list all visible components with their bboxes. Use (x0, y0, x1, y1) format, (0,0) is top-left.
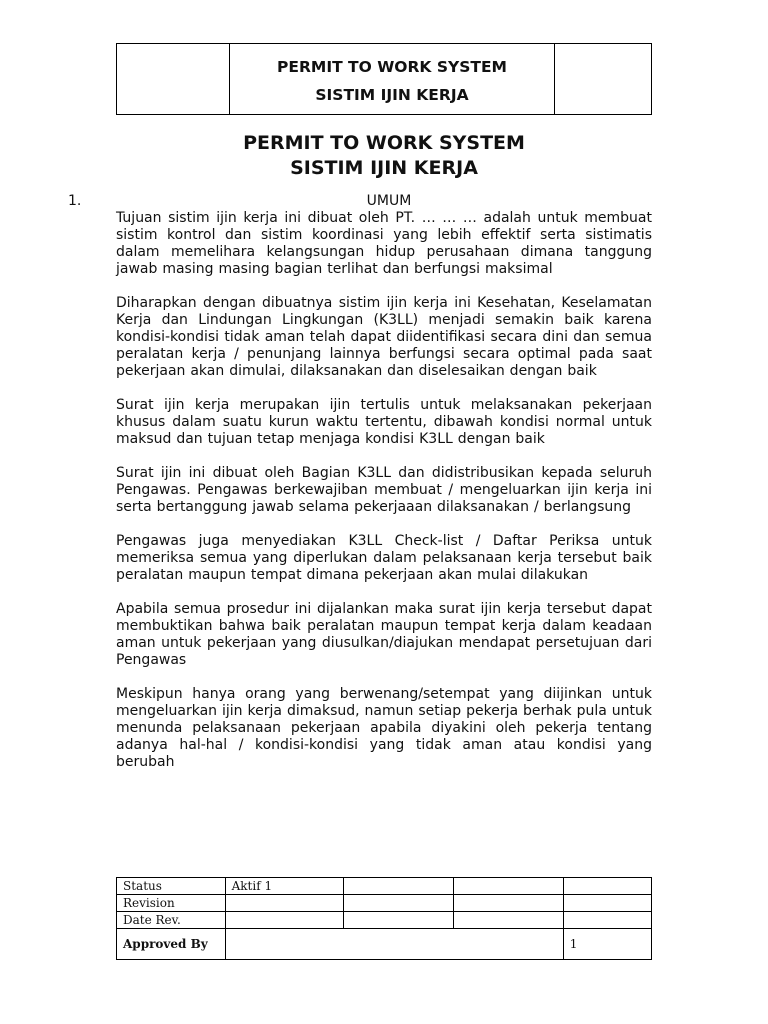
document-control-table (116, 877, 652, 960)
header-title-line1: PERMIT TO WORK SYSTEM (277, 58, 507, 76)
header-title-cell (230, 44, 555, 115)
paragraph: Surat ijin ini dibuat oleh Bagian K3LL dan didistribusikan kepada seluruh Pengawas. Pengawas berkewajiban membuat / mengeluarkan ijin kerja ini serta bertanggung jawab selama pekerjaaan dilaksanakan / berlangsung (116, 465, 652, 515)
document-title-line1: PERMIT TO WORK SYSTEM (243, 132, 525, 154)
paragraph: Pengawas juga menyediakan K3LL Check-list / Daftar Periksa untuk memeriksa semua yang diperlukan dalam pelaksanaan kerja tersebut baik peralatan maupun tempat dimana pekerjaan akan mulai dilakukan (116, 533, 652, 583)
empty-cell (453, 878, 563, 895)
document-title-line2: SISTIM IJIN KERJA (290, 157, 478, 179)
section-heading: UMUM (366, 193, 412, 209)
approved-by-label: Approved By (117, 929, 226, 960)
empty-cell (453, 895, 563, 912)
date-rev-row (117, 912, 652, 929)
empty-cell (563, 912, 651, 929)
document-header-table (116, 43, 652, 115)
empty-cell (343, 878, 453, 895)
empty-cell (225, 912, 343, 929)
paragraph: Tujuan sistim ijin kerja ini dibuat oleh PT. … … … adalah untuk membuat sistim kontrol dan sistim koordinasi yang lebih effektif serta sistimatis dalam memelihara kelangsungan hidup perusahaan dimana tanggung jawab masing masing bagian terlihat dan berfungsi maksimal (116, 210, 652, 277)
empty-cell (343, 912, 453, 929)
section-number: 1. (68, 193, 82, 209)
status-value: Aktif 1 (225, 878, 343, 895)
header-logo-cell (117, 44, 230, 115)
revision-label: Revision (117, 895, 226, 912)
paragraph: Surat ijin kerja merupakan ijin tertulis untuk melaksanakan pekerjaan khusus dalam suatu kurun waktu tertentu, dibawah kondisi normal untuk maksud dan tujuan tetap menjaga kondisi K3LL dengan baik (116, 397, 652, 447)
approved-by-value (225, 929, 563, 960)
paragraph: Diharapkan dengan dibuatnya sistim ijin kerja ini Kesehatan, Keselamatan Kerja dan Lindungan Lingkungan (K3LL) menjadi semakin baik karena kondisi-kondisi tidak aman telah dapat diidentifikasi secara dini dan semua peralatan kerja / penunjang lainnya berfungsi secara optimal pada saat pekerjaan akan dimulai, dilaksanakan dan diselesaikan dengan baik (116, 295, 652, 379)
revision-row (117, 895, 652, 912)
empty-cell (453, 912, 563, 929)
document-title (116, 131, 652, 181)
status-label: Status (117, 878, 226, 895)
paragraph: Apabila semua prosedur ini dijalankan maka surat ijin kerja tersebut dapat membuktikan bahwa baik peralatan maupun tempat kerja dalam keadaan aman untuk pekerjaan yang diusulkan/diajukan mendapat persetujuan dari Pengawas (116, 601, 652, 668)
date-rev-label: Date Rev. (117, 912, 226, 929)
status-row (117, 878, 652, 895)
page-number: 1 (563, 929, 651, 960)
section-body (116, 210, 652, 788)
header-right-cell (555, 44, 652, 115)
empty-cell (225, 895, 343, 912)
header-title-line2: SISTIM IJIN KERJA (315, 86, 469, 104)
empty-cell (563, 878, 651, 895)
paragraph: Meskipun hanya orang yang berwenang/setempat yang diijinkan untuk mengeluarkan ijin kerja dimaksud, namun setiap pekerja berhak pula untuk menunda pelaksanaan pekerjaan apabila diyakini oleh pekerja tentang adanya hal-hal / kondisi-kondisi yang tidak aman atau kondisi yang berubah (116, 686, 652, 770)
empty-cell (343, 895, 453, 912)
approved-row (117, 929, 652, 960)
empty-cell (563, 895, 651, 912)
